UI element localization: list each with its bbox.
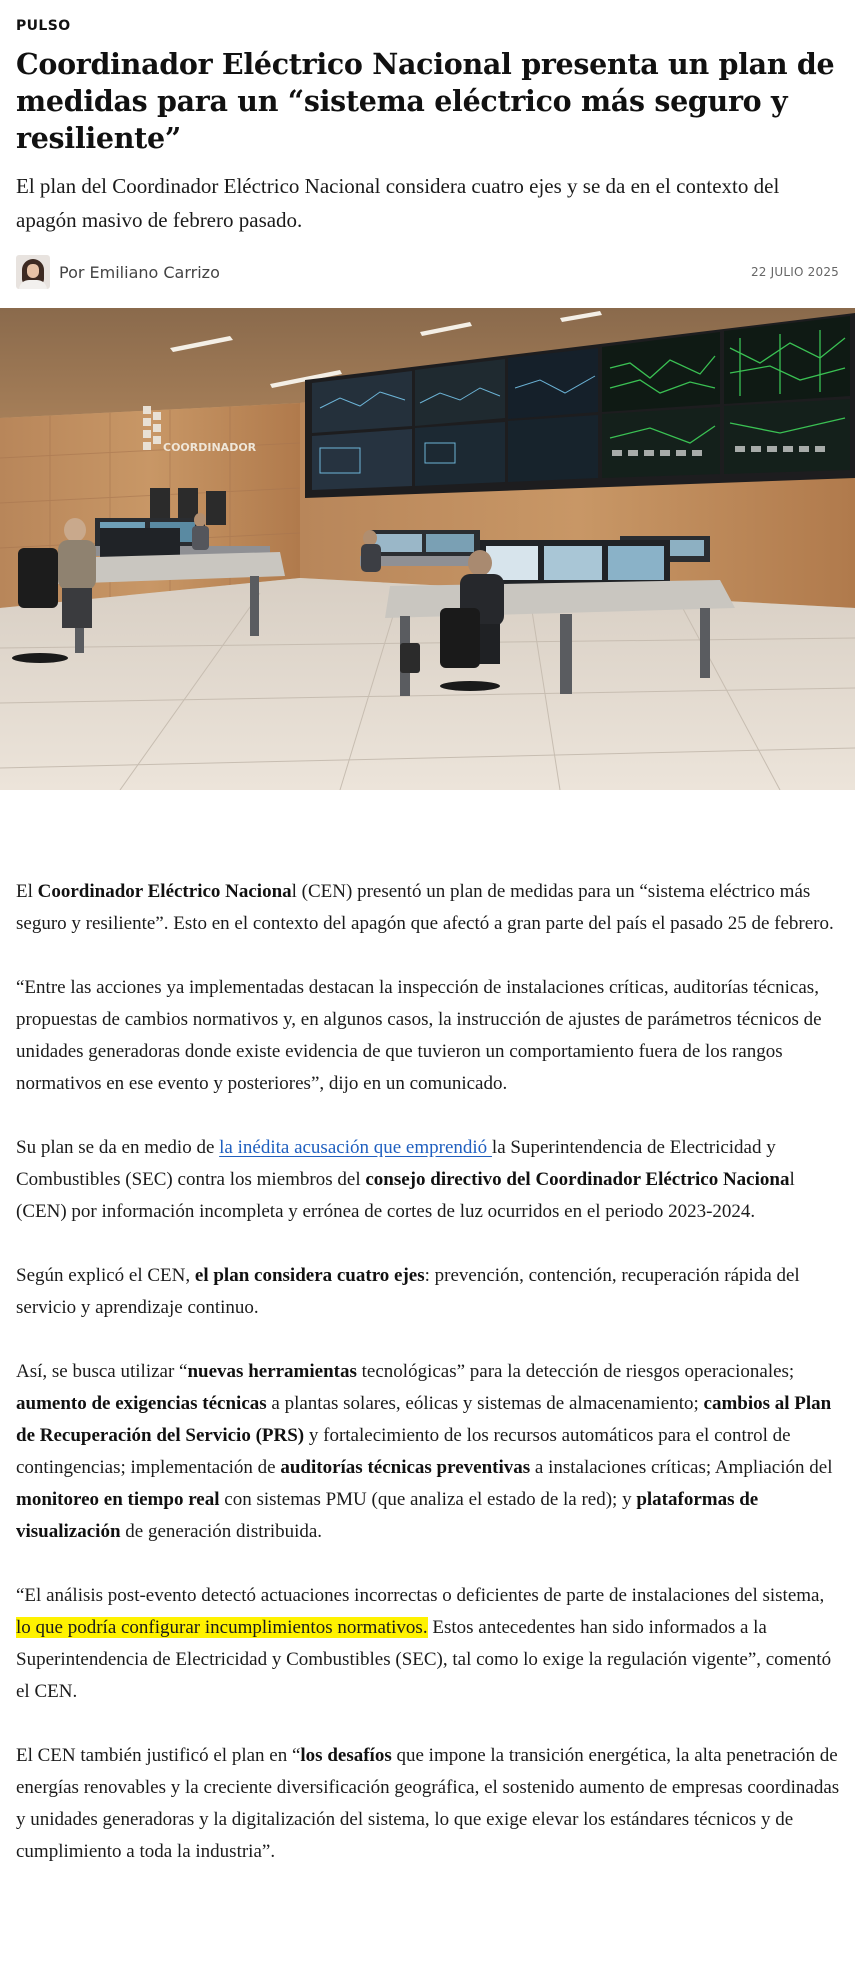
control-room-illustration (0, 308, 855, 790)
article-paragraph-2: “Entre las acciones ya implementadas destacan la inspección de instalaciones críticas, auditorías técnicas, propuestas de cambios normativos y, en algunos casos, la instrucción de ajustes de parámetros técnicos de unidades generadoras donde existe evidencia de que tuvieron un comportamiento fuera de los rangos normativos en ese evento y posteriores”, dijo en un comunicado. (16, 977, 822, 1094)
article-paragraph-1: El Coordinador Eléctrico Nacional (CEN) presentó un plan de medidas para un “sistema eléctrico más seguro y resiliente”. Esto en el contexto del apagón que afectó a gran parte del país el pasado 25 de febrero. (16, 881, 834, 934)
lead-photo (0, 308, 855, 790)
bold-consejo-directivo: consejo directivo del Coordinador Eléctrico Naciona (365, 1169, 790, 1190)
headline: Coordinador Eléctrico Nacional presenta un plan de medidas para un “sistema eléctrico más seguro y resiliente” (16, 47, 835, 155)
deck-summary: El plan del Coordinador Eléctrico Nacional considera cuatro ejes y se da en el contexto del apagón masivo de febrero pasado. (16, 174, 780, 232)
highlighted-text[interactable]: lo que podría configurar incumplimientos normativos. (16, 1617, 428, 1638)
inline-link-acusacion[interactable]: la inédita acusación que emprendió (219, 1137, 492, 1158)
bold-los-desafios: los desafíos (300, 1745, 392, 1766)
article-paragraph-6: “El análisis post-evento detectó actuaciones incorrectas o deficientes de parte de instalaciones del sistema, lo que podría configurar incumplimientos normativos. Estos antecedentes han sido informados a la Superintendencia de Electricidad y Combustibles (SEC), tal como lo exige la regulación vigente”, comentó el CEN. (16, 1585, 832, 1702)
article-body (16, 876, 842, 1900)
article-paragraph-7: El CEN también justificó el plan en “los desafíos que impone la transición energética, la alta penetración de energías renovables y la creciente diversificación geográfica, el sostenido aumento de empresas coordinadas y unidades generadoras y la digitalización del sistema, lo que exige elevar los estándares técnicos y de cumplimiento a toda la industria”. (16, 1745, 840, 1862)
publish-date: 22 JULIO 2025 (750, 265, 839, 279)
author-avatar[interactable] (16, 255, 50, 289)
byline-author-block[interactable] (16, 255, 220, 289)
bold-org-name: Coordinador Eléctrico Naciona (37, 881, 292, 902)
bold-cuatro-ejes: el plan considera cuatro ejes (194, 1265, 425, 1286)
author-name[interactable]: Por Emiliano Carrizo (59, 262, 220, 282)
article-header (0, 0, 855, 290)
article-paragraph-5: Así, se busca utilizar “nuevas herramientas tecnológicas” para la detección de riesgos operacionales; aumento de exigencias técnicas a plantas solares, eólicas y sistemas de almacenamiento; cambios al Plan de Recuperación del Servicio (PRS) y fortalecimiento de los recursos automáticos para el control de contingencias; implementación de auditorías técnicas preventivas a instalaciones críticas; Ampliación del monitoreo en tiempo real con sistemas PMU (que analiza el estado de la red); y plataformas de visualización de generación distribuida. (16, 1361, 833, 1542)
byline (16, 254, 839, 290)
article-paragraph-4: Según explicó el CEN, el plan considera cuatro ejes: prevención, contención, recuperación rápida del servicio y aprendizaje continuo. (16, 1265, 800, 1318)
article-paragraph-3: Su plan se da en medio de la inédita acusación que emprendió la Superintendencia de Electricidad y Combustibles (SEC) contra los miembros del consejo directivo del Coordinador Eléctrico Nacional (CEN) por información incompleta y errónea de cortes de luz ocurridos en el periodo 2023-2024. (16, 1137, 795, 1222)
wall-sign-text: COORDINADOR (163, 441, 257, 454)
section-label[interactable]: PULSO (16, 18, 71, 34)
